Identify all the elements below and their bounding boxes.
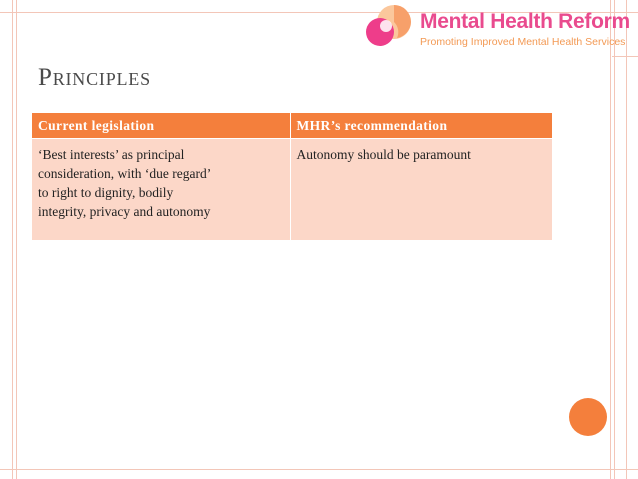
frame-line-left-inner: [16, 0, 17, 479]
table-row: [32, 139, 552, 241]
frame-line-right: [610, 0, 611, 479]
logo-tagline: Promoting Improved Mental Health Services: [420, 36, 626, 48]
frame-line-left: [12, 0, 13, 479]
decorative-circle: [569, 398, 607, 436]
cell-mhr-recommendation: [290, 139, 552, 241]
frame-line-bottom: [0, 469, 638, 470]
header-mhr-recommendation: MHR’s recommendation: [290, 113, 552, 139]
principles-table: [32, 113, 552, 240]
cell-text: Autonomy should be paramount: [296, 147, 471, 162]
header-current-legislation: Current legislation: [32, 113, 290, 139]
page-title: Principles: [38, 64, 151, 91]
logo-mark-icon: [364, 2, 416, 52]
table-header-row: [32, 113, 552, 139]
logo: [364, 2, 632, 52]
logo-name: Mental Health Reform: [420, 10, 630, 33]
cell-current-legislation: [32, 139, 290, 241]
cell-text: ‘Best interests’ as principal consideration, with ‘due regard’ to right to dignity, bodily integrity, privacy and autonomy: [38, 147, 212, 219]
frame-line-right-outer: [626, 0, 627, 479]
frame-line-accent: [612, 56, 638, 57]
frame-line-right-inner: [614, 0, 615, 479]
